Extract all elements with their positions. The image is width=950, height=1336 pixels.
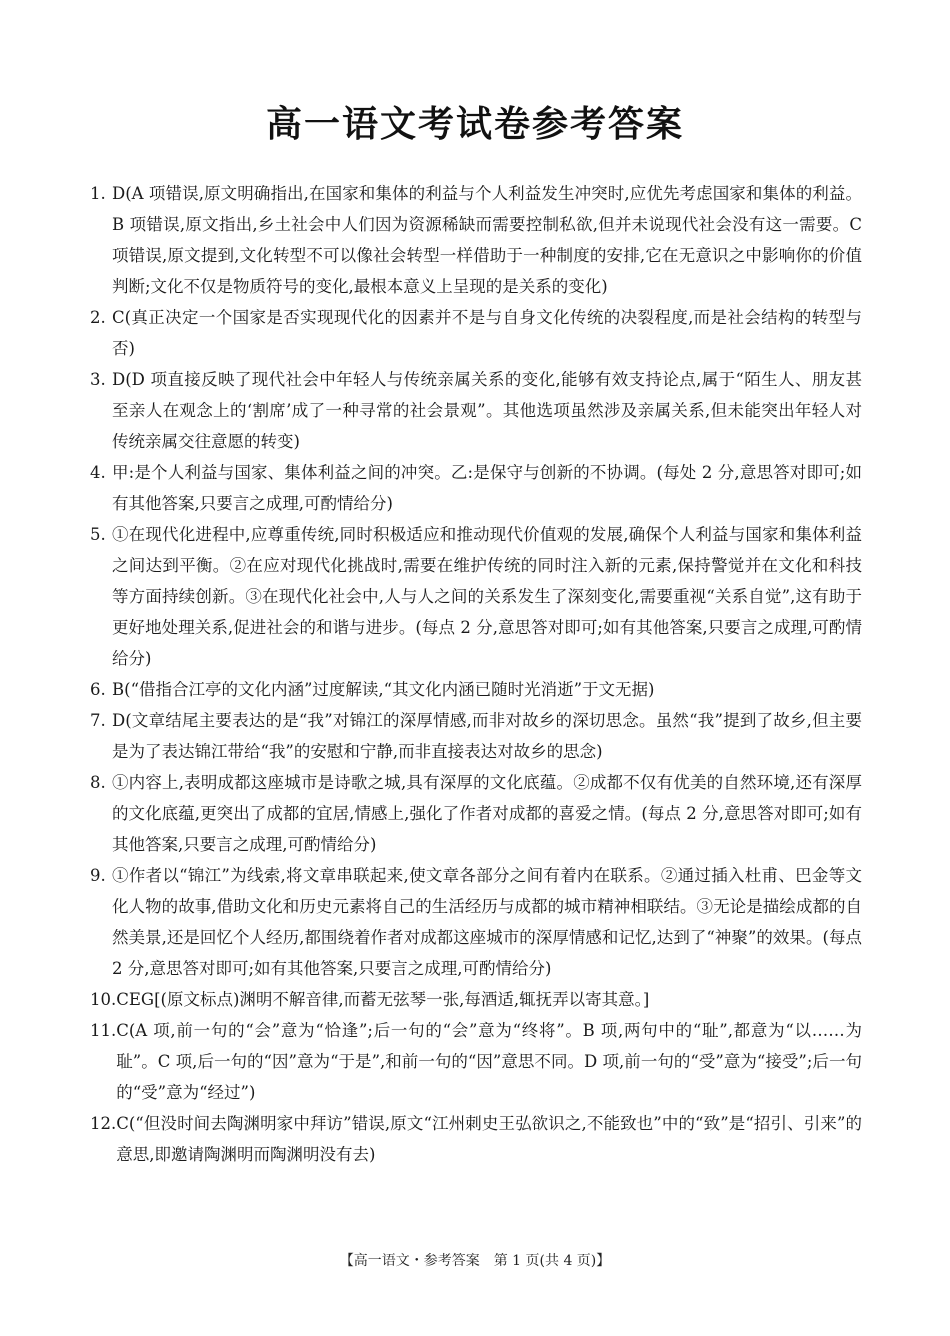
answer-text: 甲:是个人利益与国家、集体利益之间的冲突。乙:是保守与创新的不协调。(每处 2 分,意思答对即可;如有其他答案,只要言之成理,可酌情给分) — [112, 463, 862, 513]
answer-number: 2. — [90, 308, 106, 327]
answer-number: 1. — [90, 184, 106, 203]
answer-number: 6. — [90, 680, 106, 699]
answer-text: C(“但没时间去陶渊明家中拜访”错误,原文“江州刺史王弘欲识之,不能致也”中的“致”是“招引、引来”的意思,即邀请陶渊明而陶渊明没有去) — [116, 1114, 862, 1164]
answer-item-5 — [90, 519, 862, 674]
answer-text: ①内容上,表明成都这座城市是诗歌之城,具有深厚的文化底蕴。②成都不仅有优美的自然环境,还有深厚的文化底蕴,更突出了成都的宜居,情感上,强化了作者对成都的喜爱之情。(每点 2 分,意思答对即可;如有其他答案,只要言之成理,可酌情给分) — [112, 773, 862, 854]
answer-item-3 — [90, 364, 862, 457]
answer-text: C(A 项,前一句的“会”意为“恰逢”;后一句的“会”意为“终将”。B 项,两句中的“耻”,都意为“以……为耻”。C 项,后一句的“因”意为“于是”,和前一句的“因”意思不同。D 项,前一句的“受”意为“接受”;后一句的“受”意为“经过”) — [116, 1021, 862, 1102]
answer-number: 3. — [90, 370, 106, 389]
answer-item-11 — [90, 1015, 862, 1108]
answer-item-7 — [90, 705, 862, 767]
answer-text: ①作者以“锦江”为线索,将文章串联起来,使文章各部分之间有着内在联系。②通过插入杜甫、巴金等文化人物的故事,借助文化和历史元素将自己的生活经历与成都的城市精神相联结。③无论是描绘成都的自然美景,还是回忆个人经历,都围绕着作者对成都这座城市的深厚情感和记忆,达到了“神聚”的效果。(每点 2 分,意思答对即可;如有其他答案,只要言之成理,可酌情给分) — [112, 866, 862, 978]
answer-number: 5. — [90, 525, 106, 544]
answer-number: 4. — [90, 463, 106, 482]
answer-number: 7. — [90, 711, 106, 730]
answer-text: D(文章结尾主要表达的是“我”对锦江的深厚情感,而非对故乡的深切思念。虽然“我”提到了故乡,但主要是为了表达锦江带给“我”的安慰和宁静,而非直接表达对故乡的思念) — [112, 711, 862, 761]
answer-text: B(“借指合江亭的文化内涵”过度解读,“其文化内涵已随时光消逝”于文无据) — [112, 680, 655, 699]
answer-text: C(真正决定一个国家是否实现现代化的因素并不是与自身文化传统的决裂程度,而是社会结构的转型与否) — [112, 308, 862, 358]
answer-item-2 — [90, 302, 862, 364]
answer-item-4 — [90, 457, 862, 519]
answer-text: CEG[(原文标点)渊明不解音律,而蓄无弦琴一张,每酒适,辄抚弄以寄其意。] — [116, 990, 650, 1009]
page-footer: 【高一语文・参考答案 第 1 页(共 4 页)】 — [339, 1253, 611, 1269]
answer-item-6 — [90, 674, 862, 705]
answer-number: 11. — [90, 1021, 117, 1040]
answer-number: 9. — [90, 866, 106, 885]
answer-text: D(D 项直接反映了现代社会中年轻人与传统亲属关系的变化,能够有效支持论点,属于“陌生人、朋友甚至亲人在观念上的‘割席’成了一种寻常的社会景观”。其他选项虽然涉及亲属关系,但未能突出年轻人对传统亲属交往意愿的转变) — [112, 370, 862, 451]
answer-number: 10. — [90, 990, 117, 1009]
answer-item-9 — [90, 860, 862, 984]
answer-item-1 — [90, 178, 862, 302]
answer-text: D(A 项错误,原文明确指出,在国家和集体的利益与个人利益发生冲突时,应优先考虑国家和集体的利益。B 项错误,原文指出,乡土社会中人们因为资源稀缺而需要控制私欲,但并未说现代社会没有这一需要。C 项错误,原文提到,文化转型不可以像社会转型一样借助于一种制度的安排,它在无意识之中影响你的价值判断;文化不仅是物质符号的变化,最根本意义上呈现的是关系的变化) — [112, 184, 862, 296]
page-title: 高一语文考试卷参考答案 — [265, 104, 684, 145]
answer-item-12 — [90, 1108, 862, 1170]
answer-text: ①在现代化进程中,应尊重传统,同时积极适应和推动现代价值观的发展,确保个人利益与国家和集体利益之间达到平衡。②在应对现代化挑战时,需要在维护传统的同时注入新的元素,保持警觉并在文化和科技等方面持续创新。③在现代化社会中,人与人之间的关系发生了深刻变化,需要重视“关系自觉”,这有助于更好地处理关系,促进社会的和谐与进步。(每点 2 分,意思答对即可;如有其他答案,只要言之成理,可酌情给分) — [112, 525, 862, 668]
answer-list — [90, 178, 862, 1170]
answer-item-8 — [90, 767, 862, 860]
answer-number: 8. — [90, 773, 106, 792]
answer-item-10 — [90, 984, 862, 1015]
answer-number: 12. — [90, 1114, 117, 1133]
